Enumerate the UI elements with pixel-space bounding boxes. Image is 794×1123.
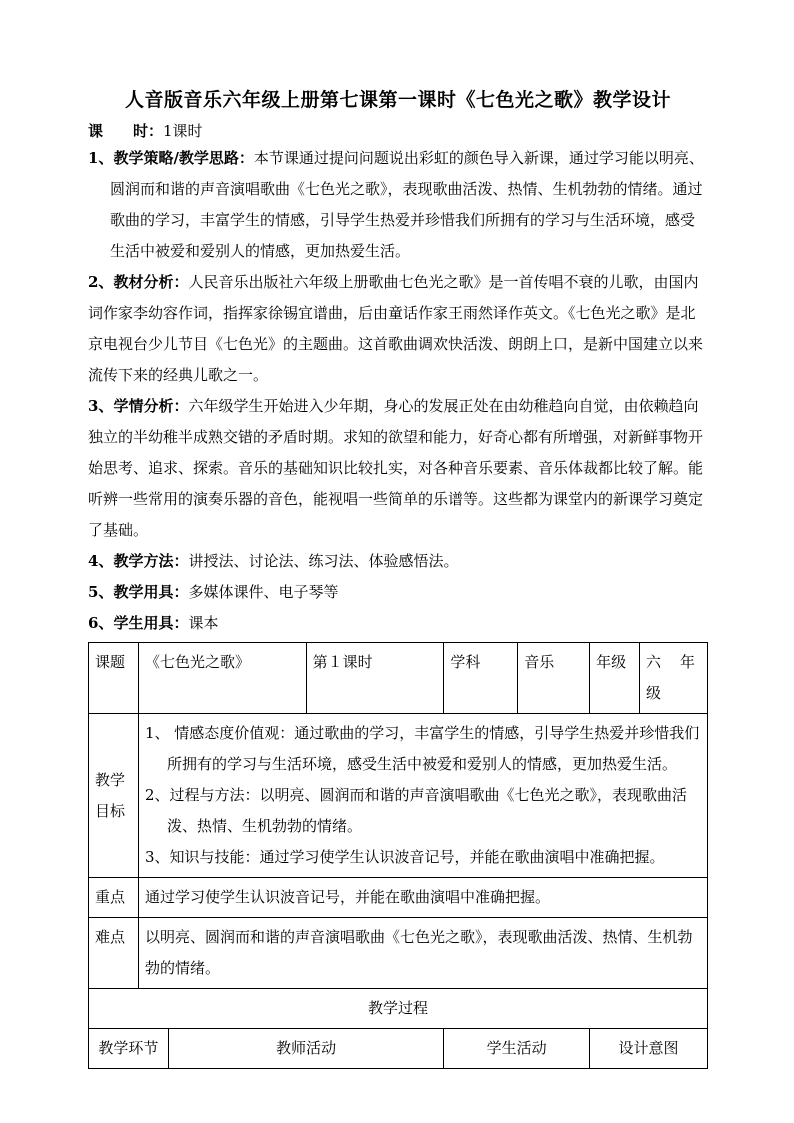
section-methods-text: 讲授法、讨论法、练习法、体验感悟法。	[188, 552, 459, 570]
table-row	[89, 989, 708, 1029]
document-title: 人音版音乐六年级上册第七课第一课时《七色光之歌》教学设计	[124, 89, 671, 111]
section-student-tools	[88, 608, 708, 639]
subject-value-cell: 音乐	[518, 643, 590, 714]
subject-label-cell: 学科	[444, 643, 518, 714]
section-tools	[88, 577, 708, 608]
section-tools-head: 教学用具：	[113, 583, 189, 601]
table-row	[89, 643, 708, 714]
section-strategy	[88, 143, 708, 267]
section-students-num: 3、	[88, 397, 114, 415]
section-students	[88, 391, 708, 546]
lesson-time-value: 1课时	[163, 122, 203, 140]
table-row	[89, 714, 708, 878]
key-value-cell: 通过学习使学生认识波音记号，并能在歌曲演唱中准确把握。	[138, 878, 707, 918]
goals-label-cell: 教学目标	[89, 714, 139, 878]
section-material-text: 人民音乐出版社六年级上册歌曲七色光之歌》是一首传唱不衰的儿歌，由国内词作家李幼容作词，指挥家徐锡宜谱曲，后由童话作家王雨然译作英文。《七色光之歌》是北京电视台少儿节目《七色光》的主题曲。这首歌曲调欢快活泼、朗朗上口，是新中国建立以来流传下来的经典儿歌之一。	[88, 273, 704, 384]
section-methods-head: 教学方法：	[113, 552, 189, 570]
table-row	[89, 878, 708, 918]
section-tools-text: 多媒体课件、电子琴等	[188, 583, 339, 601]
process-header-teacher: 教师活动	[168, 1029, 443, 1069]
difficulty-value-cell: 以明亮、圆润而和谐的声音演唱歌曲《七色光之歌》，表现歌曲活泼、热情、生机勃勃的情绪。	[138, 918, 707, 989]
key-label-cell: 重点	[89, 878, 139, 918]
lesson-time-row	[88, 119, 708, 143]
goals-cell	[138, 714, 707, 878]
section-student-tools-num: 6、	[88, 614, 114, 632]
section-material-head: 教材分析：	[113, 273, 189, 291]
period-cell: 第１课时	[306, 643, 444, 714]
process-header-student: 学生活动	[444, 1029, 590, 1069]
section-students-head: 学情分析：	[113, 397, 189, 415]
process-header-stage: 教学环节	[89, 1029, 169, 1069]
section-methods-num: 4、	[88, 552, 114, 570]
section-material-num: 2、	[88, 273, 114, 291]
goal-item: 1、 情感态度价值观：通过歌曲的学习，丰富学生的情感，引导学生热爱并珍惜我们所拥有的学习与生活环境，感受生活中被爱和爱别人的情感，更加热爱生活。	[144, 724, 700, 773]
document-page	[88, 86, 708, 1069]
table-row	[89, 918, 708, 989]
process-title-cell: 教学过程	[89, 989, 708, 1029]
grade-value-cell: 六 年级	[640, 643, 708, 714]
goal-item: 2、过程与方法：以明亮、圆润而和谐的声音演唱歌曲《七色光之歌》，表现歌曲活泼、热情、生机勃勃的情绪。	[144, 786, 687, 835]
table-row	[89, 1029, 708, 1069]
section-students-text: 六年级学生开始进入少年期，身心的发展正处在由幼稚趋向自觉，由依赖趋向独立的半幼稚半成熟交错的矛盾时期。求知的欲望和能力，好奇心都有所增强，对新鲜事物开始思考、追求、探索。音乐的基础知识比较扎实，对各种音乐要素、音乐体裁都比较了解。能听辨一些常用的演奏乐器的音色，能视唱一些简单的乐谱等。这些都为课堂内的新课学习奠定了基础。	[88, 397, 704, 539]
section-strategy-num: 1、	[88, 149, 114, 167]
section-strategy-text: 本节课通过提问问题说出彩虹的颜色导入新课，通过学习能以明亮、圆润而和谐的声音演唱歌曲《七色光之歌》，表现歌曲活泼、热情、生机勃勃的情绪。通过歌曲的学习，丰富学生的情感，引导学生热爱并珍惜我们所拥有的学习与生活环境，感受生活中被爱和爱别人的情感，更加热爱生活。	[110, 149, 704, 260]
section-material	[88, 267, 708, 391]
section-student-tools-head: 学生用具：	[113, 614, 189, 632]
lesson-plan-table	[88, 642, 708, 1069]
section-methods	[88, 546, 708, 577]
topic-label-cell: 课题	[89, 643, 139, 714]
section-student-tools-text: 课本	[188, 614, 219, 632]
section-tools-num: 5、	[88, 583, 114, 601]
lesson-time-label: 课 时：	[88, 122, 164, 140]
process-header-intent: 设计意图	[590, 1029, 708, 1069]
section-strategy-head: 教学策略/教学思路：	[113, 149, 254, 167]
goal-item: 3、知识与技能：通过学习使学生认识波音记号，并能在歌曲演唱中准确把握。	[144, 848, 665, 866]
difficulty-label-cell: 难点	[89, 918, 139, 989]
grade-label-cell: 年级	[590, 643, 640, 714]
topic-value-cell: 《七色光之歌》	[138, 643, 306, 714]
